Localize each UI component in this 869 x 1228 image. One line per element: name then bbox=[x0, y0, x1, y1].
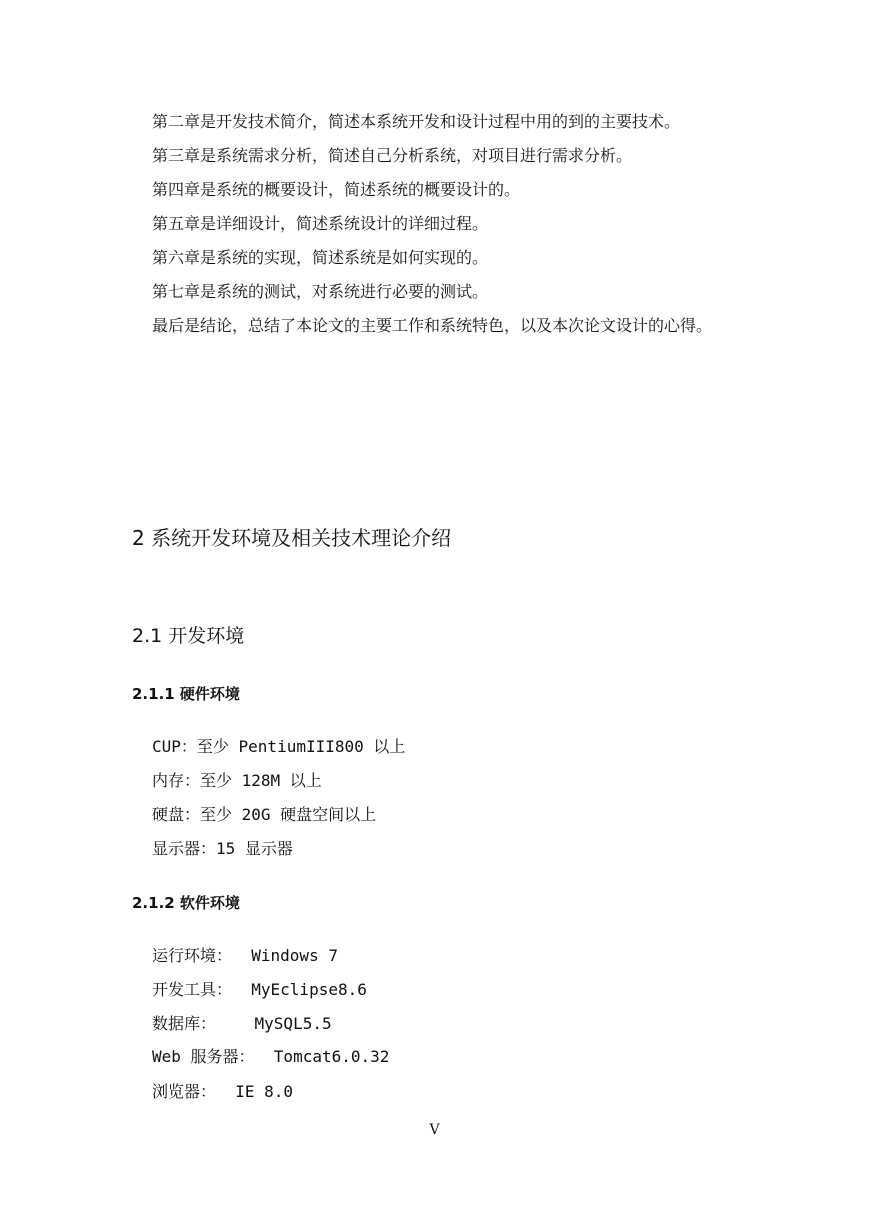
closing-paragraph: 最后是结论，总结了本论文的主要工作和系统特色，以及本次论文设计的心得。 bbox=[152, 316, 713, 335]
hardware-subsection-title: 2.1.1 硬件环境 bbox=[132, 685, 240, 703]
intro-line: 第七章是系统的测试，对系统进行必要的测试。 bbox=[152, 282, 489, 301]
hardware-item: CUP：至少 PentiumIII800 以上 bbox=[152, 737, 406, 756]
hardware-item: 显示器：15 显示器 bbox=[152, 839, 293, 858]
hardware-item: 硬盘：至少 20G 硬盘空间以上 bbox=[152, 805, 377, 824]
software-item: Web 服务器： Tomcat6.0.32 bbox=[152, 1047, 390, 1066]
intro-line: 第三章是系统需求分析，简述自己分析系统，对项目进行需求分析。 bbox=[152, 146, 633, 165]
software-subsection-title: 2.1.2 软件环境 bbox=[132, 894, 240, 912]
software-item: 数据库： MySQL5.5 bbox=[152, 1014, 332, 1033]
intro-line: 第五章是详细设计，简述系统设计的详细过程。 bbox=[152, 214, 489, 233]
hardware-item: 内存：至少 128M 以上 bbox=[152, 771, 322, 790]
page-number: V bbox=[429, 1122, 440, 1138]
intro-line: 第四章是系统的概要设计，简述系统的概要设计的。 bbox=[152, 180, 521, 199]
section-title: 2.1 开发环境 bbox=[132, 625, 245, 647]
chapter-title: 2 系统开发环境及相关技术理论介绍 bbox=[132, 526, 452, 550]
software-item: 开发工具： MyEclipse8.6 bbox=[152, 980, 367, 999]
intro-line: 第六章是系统的实现，简述系统是如何实现的。 bbox=[152, 248, 489, 267]
software-item: 运行环境： Windows 7 bbox=[152, 946, 338, 965]
intro-line: 第二章是开发技术简介，简述本系统开发和设计过程中用的到的主要技术。 bbox=[152, 112, 681, 131]
software-item: 浏览器： IE 8.0 bbox=[152, 1082, 294, 1101]
